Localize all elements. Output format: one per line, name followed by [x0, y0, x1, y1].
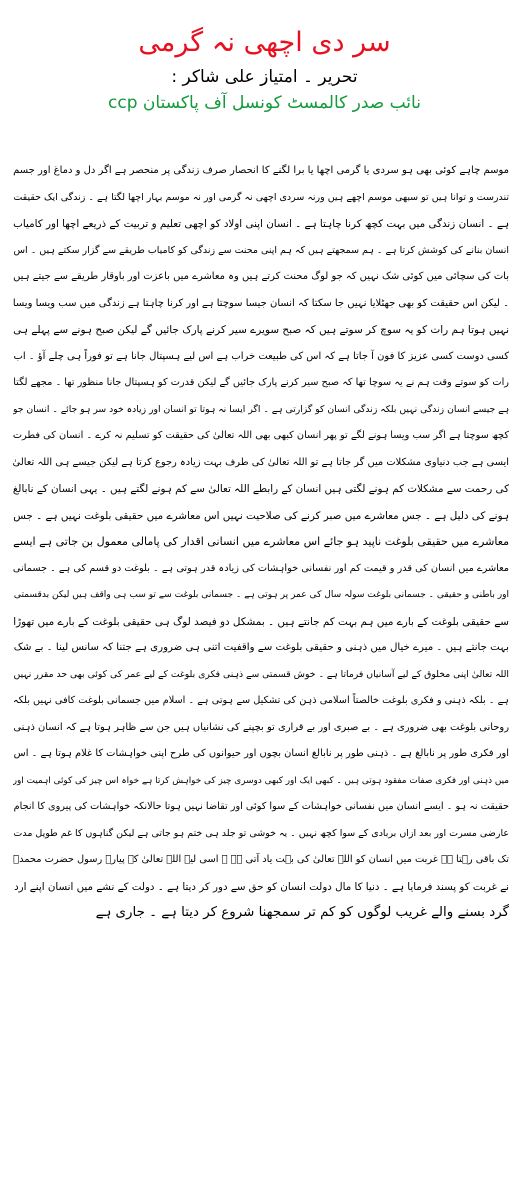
body-line: تک باقی رہتا ہے غربت میں انسان کو اللہ تعالیٰ کی بہت یاد آتی ہے ۔ اسی لیے اللہ تعالیٰ کے پیارے رسول حضرت محمدؐ — [13, 854, 509, 865]
body-line: تندرست و توانا ہیں تو سبھی موسم اچھے ہیں ورنہ سردی اچھی نہ گرمی اور نہ موسم بہار اچھا لگتا ہے ۔ زندگی ایک حقیقت — [13, 191, 509, 203]
body-line: اور فکری طور پر نابالغ ہے ۔ ذہنی طور پر نابالغ انسان بچوں اور حیوانوں کی طرح اپنی خواہشات کا غلام ہوتا ہے ۔ اس — [13, 748, 509, 759]
body-line: گرد بسنے والے غریب لوگوں کو کم تر سمجھنا شروع کر دیتا ہے ۔ جاری ہے — [95, 905, 509, 920]
body-line: کچھ سوچتا ہے اگر سب ویسا ہونے لگے تو پھر انسان کبھی بھی اللہ تعالیٰ کی حقیقت کو تسلیم نہ کرے ۔ انسان کی فطرت — [13, 430, 509, 441]
body-line: ایسی ہے جب دنیاوی مشکلات میں گر جاتا ہے تو اللہ تعالیٰ کی طرف بہت زیادہ رجوع کرتا ہے لیکن جیسے ہی اللہ تعالیٰ — [13, 456, 509, 468]
body-line: ہے جیسے انسان زندگی نہیں بلکہ زندگی انسان کو گزارتی ہے ۔ اگر ایسا نہ ہوتا تو انسان اور زیادہ خود سر ہو جائے ۔ انسان جو — [13, 403, 509, 415]
body-line: میں ذہنی اور فکری صفات مفقود ہوتی ہیں ۔ کبھی ایک اور کبھی دوسری چیز کی خواہش کرتا ہے خواہ اس چیز کی کوئی اہمیت اور — [13, 775, 509, 786]
body-line: بہت جانتے ہیں ۔ میرے خیال میں ذہنی و حقیقی بلوغت سے واقفیت اتنی ہی ضروری ہے جتنا کہ سانس لینا ۔ بے شک — [13, 642, 509, 653]
body-line: ہونے کی دلیل ہے ۔ جس معاشرے میں صبر کرنے کی صلاحیت نہیں اس معاشرے میں حقیقی بلوغت نہیں ہے ۔ جس — [13, 509, 509, 522]
body-line: سے حقیقی بلوغت کے بارے میں ہم بہت کم جانتے ہیں ۔ بمشکل دو فیصد لوگ ہی حقیقی بلوغت کے بارے میں تھوڑا — [13, 615, 509, 628]
body-line: نہیں ہوتا ہم رات کو یہ سوچ کر سوتے ہیں کہ صبح سویرے سیر کرنے پارک جائیں گے لیکن صبح ہونے سے پہلے ہی — [13, 324, 509, 336]
body-line: عارضی مسرت اور بعد ازاں بربادی کے سوا کچھ نہیں ۔ یہ خوشی تو جلد ہی ختم ہو جاتی ہے لیکن گناہوں کا غم طویل مدت — [13, 827, 509, 839]
body-line: رات کو سوتے وقت ہم نے یہ سوچا تھا کہ صبح سیر کرنے پارک جائیں گے لیکن قدرت کو ہسپتال جانا منظور تھا ۔ مجھے لگتا — [13, 377, 509, 388]
article-body — [13, 158, 509, 927]
body-line: معاشرے میں حقیقی بلوغت ناپید ہو جائے اس معاشرے میں انسانی اقدار کی پامالی معمول بن جاتی ہے ایسے — [13, 535, 509, 548]
body-line: ہے ۔ انسان زندگی میں بہت کچھ کرنا چاہتا ہے ۔ انسان اپنی اولاد کو اچھی تعلیم و تربیت کے ذریعے اچھا اور کامیاب — [13, 218, 509, 230]
body-line: بات کی سچائی میں کوئی شک نہیں کہ جو لوگ محنت کرتے ہیں وہ معاشرے میں باعزت اور باوقار طریقے سے جیتے ہیں — [13, 271, 509, 282]
body-line: اور باطنی و حقیقی ۔ جسمانی بلوغت سولہ سال کی عمر پر ہوتی ہے ۔ جسمانی بلوغت سے تو سب ہی واقف ہیں لیکن بدقسمتی — [13, 590, 509, 600]
body-line: حقیقت نہ ہو ۔ ایسے انسان میں نفسانی خواہشات کے سوا کوئی اور تقاضا نہیں ہوتا حالانکہ خواہشات کی پیروی کا انجام — [13, 801, 509, 812]
body-line: ۔ لیکن اس حقیقت کو بھی جھٹلایا نہیں جا سکتا کہ انسان جیسا سوچتا ہے اور کرنا چاہتا ہے زندگی میں سب ویسا ویسا — [13, 297, 509, 309]
author-byline: تحریر ۔ امتیاز علی شاکر : — [171, 67, 358, 87]
body-line: نے غربت کو پسند فرمایا ہے ۔ دنیا کا مال دولت انسان کو حق سے دور کر دیتا ہے ۔ دولت کے نشے میں انسان اپنے ارد — [14, 880, 509, 893]
body-line: ہے ۔ بلکہ ذہنی و فکری بلوغت خالصتاً اسلامی ذہن کی تشکیل سے ہوتی ہے ۔ اسلام میں جسمانی بلوغت کافی نہیں بلکہ — [13, 695, 509, 706]
body-line: روحانی بلوغت بھی ضروری ہے ۔ بے صبری اور بے قراری تو بچپنے کی نشانیاں ہیں جن سے ظاہر ہوتا ہے کہ انسان ذہنی — [13, 721, 509, 733]
body-line: انسان بنانے کی کوشش کرتا ہے ۔ ہم سمجھتے ہیں کہ ہم اپنی محنت سے زندگی کو کامیاب طریقے سے گزار سکتے ہیں ۔ اس — [13, 244, 509, 256]
body-line: موسم چاہے کوئی بھی ہو سردی یا گرمی اچھا یا برا لگنے کا انحصار صرف زندگی پر منحصر ہے اگر دل و دماغ اور جسم — [13, 165, 509, 176]
author-designation: نائب صدر کالمسٹ کونسل آف پاکستان ccp — [108, 93, 421, 113]
body-line: معاشرے میں انسان کی قدر و قیمت کم اور نفسانی خواہشات کی زیادہ قدر ہوتی ہے ۔ بلوغت دو قسم کی ہے ۔ جسمانی — [13, 562, 509, 574]
body-line: اللہ تعالیٰ اپنی مخلوق کے لیے آسانیاں فرماتا ہے ۔ خوش قسمتی سے ذہنی فکری بلوغت کے لیے عمر کی کوئی بھی حد مقرر نہیں — [13, 668, 509, 680]
body-line: کسی دوست کسی عزیز کا فون آ جاتا ہے کہ اس کی طبیعت خراب ہے اس لیے ہسپتال جانا ہے تو فوراً ہی چلے آؤ ۔ اب — [13, 350, 509, 362]
article-title: سر دی اچھی نہ گرمی — [138, 27, 391, 58]
body-line: کی رحمت سے مشکلات کم ہونے لگتی ہیں انسان کے رابطے اللہ تعالیٰ سے کم ہونے لگتے ہیں ۔ یہی انسان کے نابالغ — [13, 483, 509, 495]
